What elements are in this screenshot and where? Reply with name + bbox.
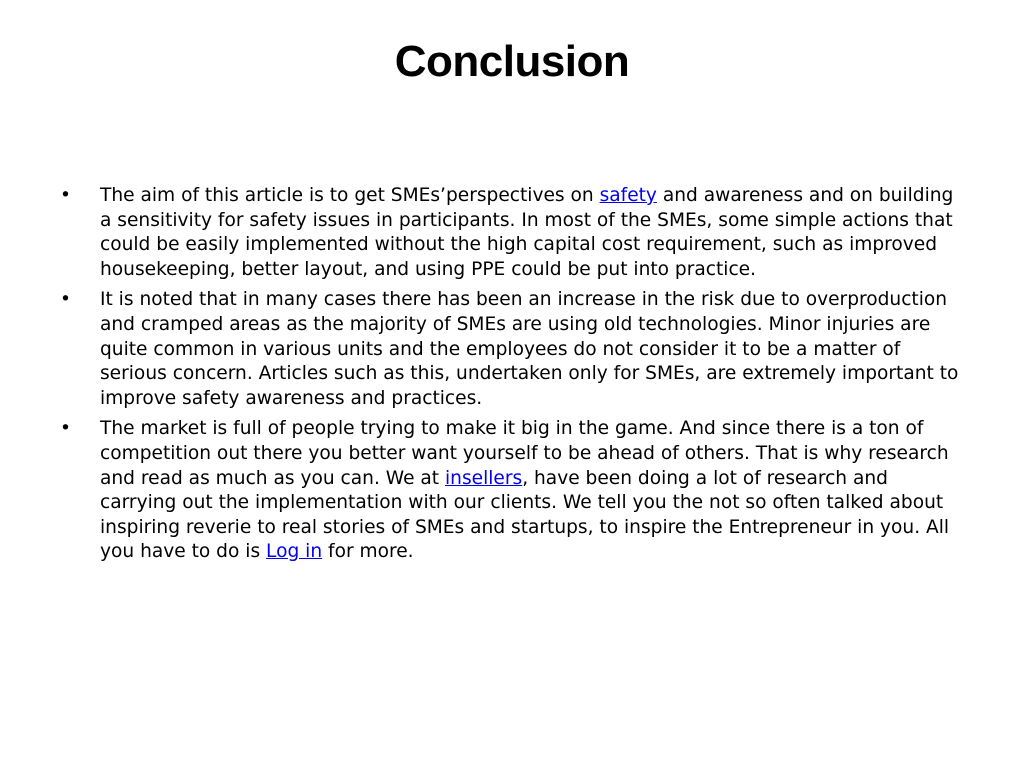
bullet-item-3	[60, 417, 960, 565]
bullet-2-text: It is noted that in many cases there has been an increase in the risk due to overproduction and cramped areas as the majority of SMEs are using old technologies. Minor injuries are quite common in various units and the employees do not consider it to be a matter of serious concern. Articles such as this, undertaken only for SMEs, are extremely important to improve safety awareness and practices.	[100, 289, 959, 409]
bullet-item-1	[60, 184, 960, 282]
slide-title: Conclusion	[394, 37, 630, 86]
bullet-dot-icon: •	[60, 289, 71, 311]
bullet-1-text-end: and awareness and on building a sensitivity for safety issues in participants. In most of the SMEs, some simple actions that could be easily implemented without the high capital cost requirement, such as improved housekeeping, better layout, and using PPE could be put into practice.	[100, 185, 954, 280]
login-link[interactable]: Log in	[266, 541, 323, 563]
bullet-item-2	[60, 288, 960, 411]
bullet-3-text-start: The market is full of people trying to make it big in the game. And since there is a ton of competition out there you better want yourself to be ahead of others. That is why research and read as much as you can. We at	[100, 418, 949, 489]
insellers-link[interactable]: insellers	[445, 467, 523, 489]
bullet-3-text-end: for more.	[322, 541, 414, 563]
safety-link[interactable]: safety	[599, 185, 657, 206]
bullet-list	[60, 184, 960, 571]
bullet-3-text-middle: , have been doing a lot of research and carrying out the implementation with our clients. We tell you the not so often talked about inspiring reverie to real stories of SMEs and startups, to inspire the Entrepreneur in you. All you have to do is	[100, 467, 950, 563]
bullet-dot-icon: •	[60, 418, 71, 440]
bullet-1-text-start: The aim of this article is to get SMEs’perspectives on	[100, 185, 600, 206]
bullet-dot-icon: •	[60, 185, 71, 206]
